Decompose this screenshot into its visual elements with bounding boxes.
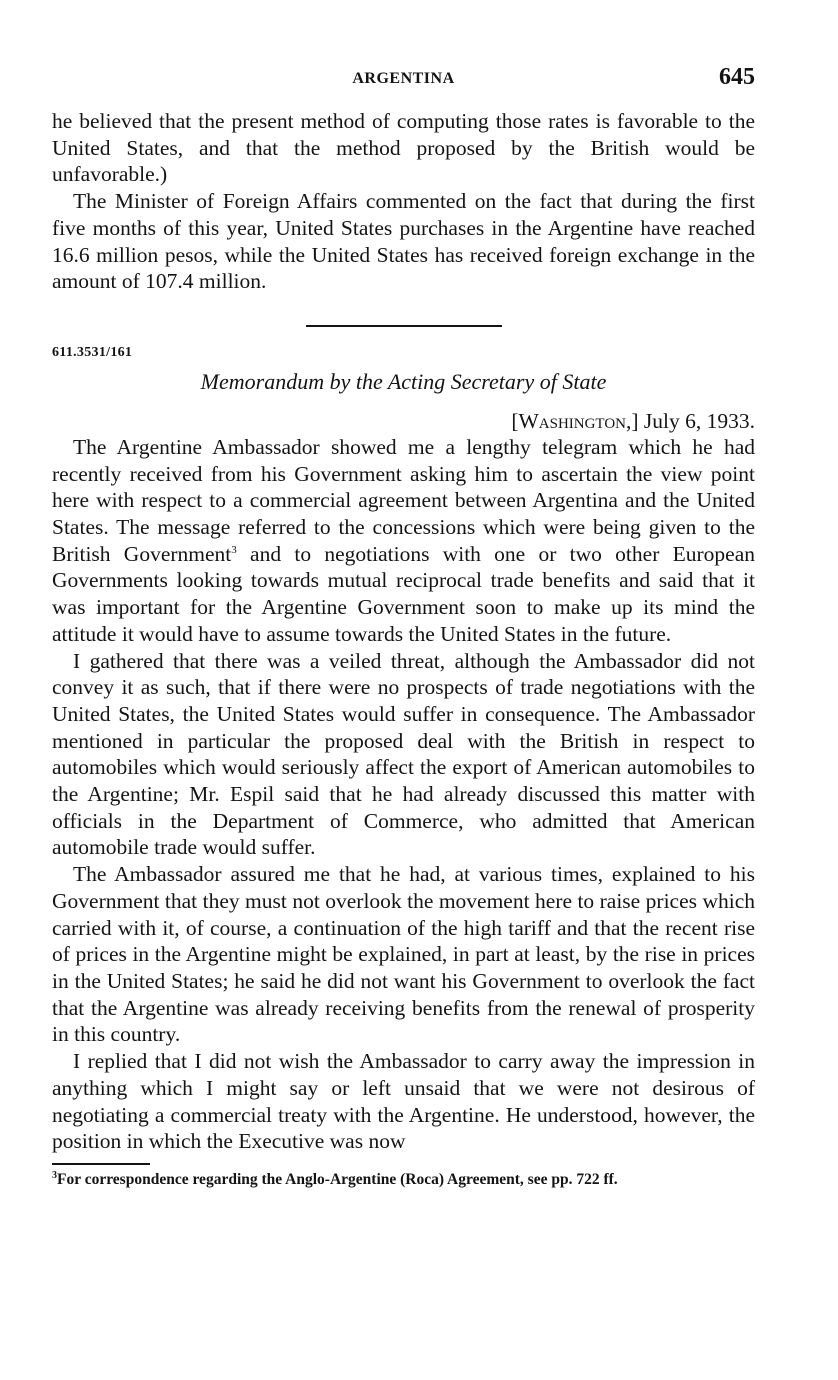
- page-number: 645: [719, 64, 755, 90]
- footnote-mark: 3: [52, 1169, 57, 1181]
- body-paragraph-1-text-a: The Argentine Ambassador showed me a lengthy telegram which he had recently received from his Government asking him to ascertain the view point here with respect to a commercial agreement between Argentina and the United States. The message referred to the concessions which were being given to the British Government: [52, 434, 755, 566]
- document-page: [52, 60, 755, 1188]
- page-header: [52, 60, 755, 108]
- running-head: ARGENTINA: [352, 70, 455, 87]
- file-number: 611.3531/161: [52, 344, 133, 360]
- footnote-reference: 3: [231, 543, 237, 556]
- body-paragraph-1-text-b: and to negotiations with one or two other European Governments looking towards mutual reciprocal trade benefits and said that it was important for the Argentine Government soon to make up its mind the attitude it would have to assume towards the United States in the future.: [52, 541, 755, 646]
- footnote: [52, 1171, 755, 1188]
- dateline-place: [Washington,]: [511, 408, 639, 433]
- paragraph-minister: The Minister of Foreign Affairs commented on the fact that during the first five months of this year, United States purchases in the Argentine have reached 16.6 million pesos, while the United States has received foreign exchange in the amount of 107.4 million.: [52, 189, 755, 294]
- footnote-divider: [52, 1163, 150, 1165]
- dateline: [52, 409, 755, 434]
- body-paragraph-2: I gathered that there was a veiled threat, although the Ambassador did not convey it as such, that if there were no prospects of trade negotiations with the United States, the United States would suffer in consequence. The Ambassador mentioned in particular the proposed deal with the British in respect to automobiles which would seriously affect the export of American automobiles to the Argentine; Mr. Espil said that he had already discussed this matter with officials in the Department of Commerce, who admitted that American automobile trade would suffer.: [52, 648, 755, 860]
- footnote-text: For correspondence regarding the Anglo-Argentine (Roca) Agreement, see pp. 722 ff.: [57, 1170, 618, 1188]
- body-paragraph-3: The Ambassador assured me that he had, at various times, explained to his Government that they must not overlook the movement here to raise prices which carried with it, of course, a continuation of the high tariff and that the recent rise of prices in the Argentine might be explained, in part at least, by the rise in prices in the United States; he said he did not want his Government to overlook the fact that the Argentine was already receiving benefits from the renewal of prosperity in this country.: [52, 862, 755, 1047]
- section-divider: [306, 325, 502, 327]
- continued-paragraph: he believed that the present method of computing those rates is favorable to the United States, and that the method proposed by the British would be unfavorable.): [52, 109, 755, 187]
- document-title: Memorandum by the Acting Secretary of State: [200, 368, 607, 394]
- body-paragraph-4: I replied that I did not wish the Ambassador to carry away the impression in anything which I might say or left unsaid that we were not desirous of negotiating a commercial treaty with the Argentine. He understood, however, the position in which the Executive was now: [52, 1049, 755, 1154]
- dateline-date: July 6, 1933.: [643, 408, 755, 433]
- body-paragraph-1: [52, 434, 755, 648]
